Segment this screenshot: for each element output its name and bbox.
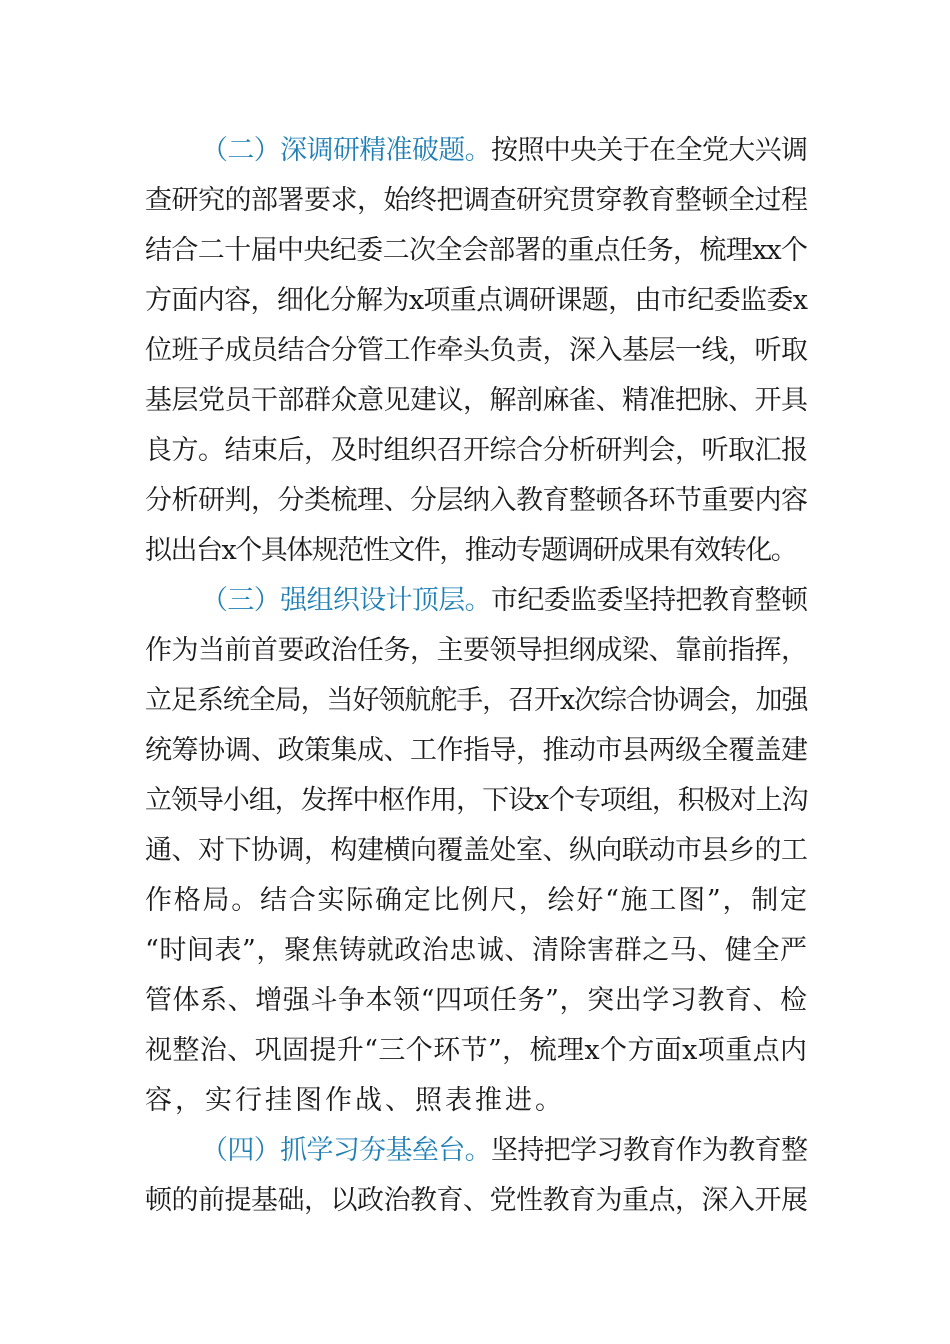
- section3-line-10: 视整治、巩固提升“三个环节”，梳理x个方面x项重点内: [145, 1035, 807, 1066]
- section3-line-9: 管体系、增强斗争本领“四项任务”，突出学习教育、检: [145, 985, 807, 1016]
- section2-line-9: 拟出台x个具体规范性文件，推动专题调研成果有效转化。: [145, 535, 797, 566]
- section4-heading: （四）抓学习夯基垒台。: [201, 1135, 491, 1166]
- section2-line-6: 基层党员干部群众意见建议，解剖麻雀、精准把脉、开具: [145, 385, 808, 416]
- section3-line-5: 立领导小组，发挥中枢作用，下设x个专项组，积极对上沟: [145, 785, 807, 816]
- section2-line-5: 位班子成员结合分管工作牵头负责，深入基层一线，听取: [145, 335, 808, 366]
- section2-heading: （二）深调研精准破题。: [201, 135, 491, 166]
- section3-line-1: [201, 576, 807, 626]
- section2-line-4: 方面内容，细化分解为x项重点调研课题，由市纪委监委x: [145, 285, 807, 316]
- section2-text: 按照中央关于在全党大兴调: [491, 135, 807, 166]
- section2-line-2: 查研究的部署要求，始终把调查研究贯穿教育整顿全过程: [145, 185, 808, 216]
- section2-line-1: [201, 126, 807, 176]
- section2-line-8: 分析研判，分类梳理、分层纳入教育整顿各环节重要内容: [145, 485, 808, 516]
- section3-line-8: “时间表”，聚焦铸就政治忠诚、清除害群之马、健全严: [145, 935, 807, 966]
- section4-text: 坚持把学习教育作为教育整: [491, 1135, 807, 1166]
- section4-line-2: 顿的前提基础，以政治教育、党性教育为重点，深入开展: [145, 1185, 808, 1216]
- section3-line-6: 通、对下协调，构建横向覆盖处室、纵向联动市县乡的工: [145, 835, 808, 866]
- section2-line-3: 结合二十届中央纪委二次全会部署的重点任务，梳理xx个: [145, 235, 807, 266]
- section3-text: 市纪委监委坚持把教育整顿: [491, 585, 807, 616]
- section2-line-7: 良方。结束后，及时组织召开综合分析研判会，听取汇报: [145, 435, 808, 466]
- section3-line-11: 容，实行挂图作战、照表推进。: [145, 1085, 565, 1116]
- section3-line-2: 作为当前首要政治任务，主要领导担纲成梁、靠前指挥，: [145, 635, 808, 666]
- section3-line-3: 立足系统全局，当好领航舵手，召开x次综合协调会，加强: [145, 685, 807, 716]
- section3-line-4: 统筹协调、政策集成、工作指导，推动市县两级全覆盖建: [145, 735, 808, 766]
- section4-line-1: [201, 1126, 807, 1176]
- section3-heading: （三）强组织设计顶层。: [201, 585, 491, 616]
- section3-line-7: 作格局。结合实际确定比例尺，绘好“施工图”，制定: [145, 885, 807, 916]
